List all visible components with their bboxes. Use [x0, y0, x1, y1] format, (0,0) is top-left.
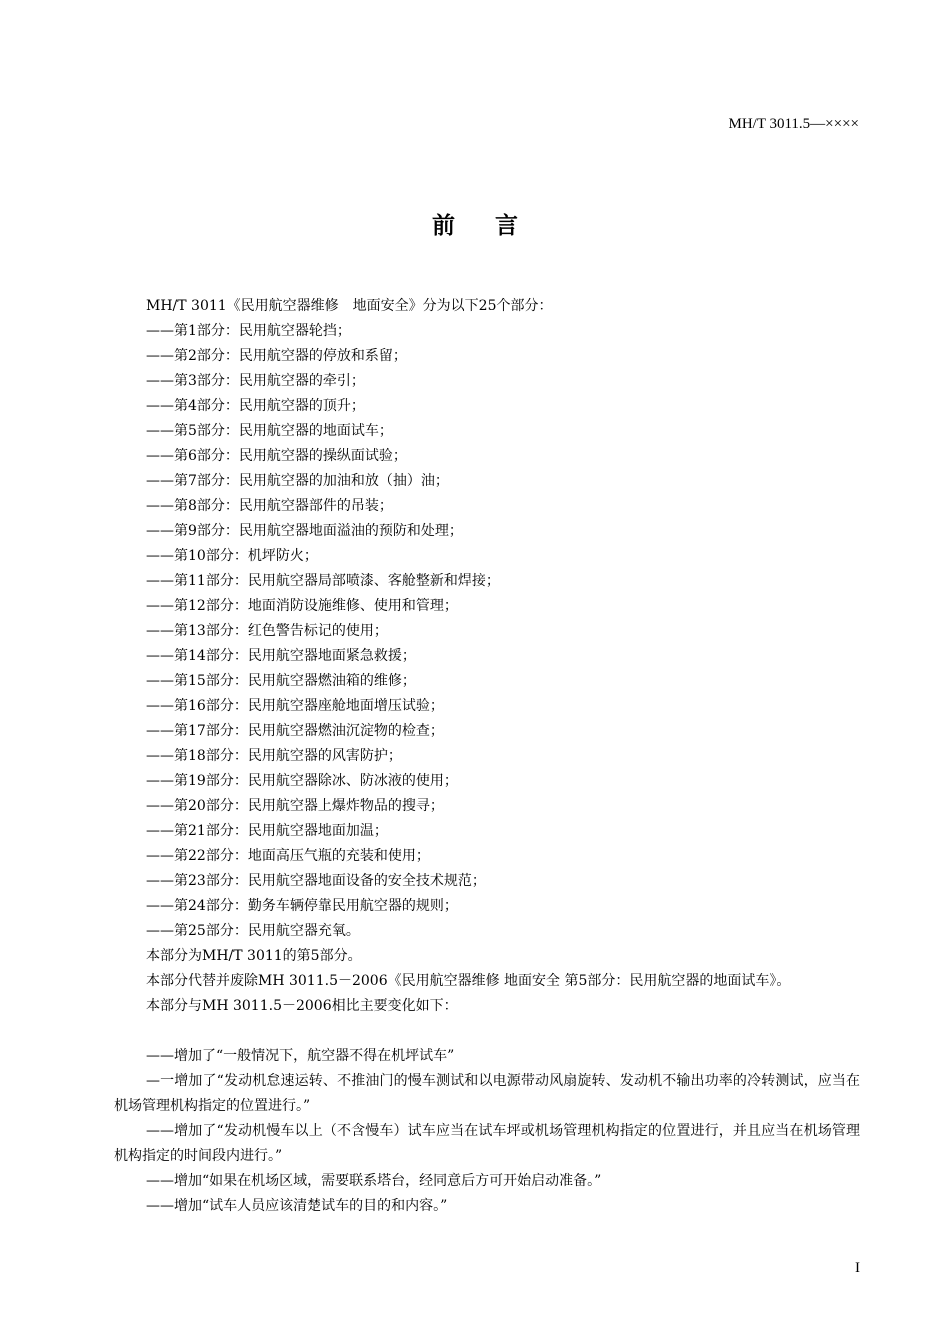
- change-item: ——增加了“一般情况下，航空器不得在机坪试车”: [146, 1048, 455, 1064]
- part-list-item: ——第12部分：地面消防设施维修、使用和管理；: [146, 598, 458, 614]
- blank-line: [114, 1019, 860, 1044]
- part-list-item: ——第17部分：民用航空器燃油沉淀物的检查；: [146, 723, 444, 739]
- part-list-item: ——第3部分：民用航空器的牵引；: [146, 373, 365, 389]
- part-list-item: ——第25部分：民用航空器充氧。: [146, 923, 360, 939]
- part-list-item: ——第2部分：民用航空器的停放和系留；: [146, 348, 407, 364]
- part-list-item: ——第7部分：民用航空器的加油和放（抽）油；: [146, 473, 449, 489]
- part-list-item: ——第13部分：红色警告标记的使用；: [146, 623, 388, 639]
- part-list-item: ——第18部分：民用航空器的风害防护；: [146, 748, 402, 764]
- change-item: —一增加了“发动机怠速运转、不推油门的慢车测试和以电源带动风扇旋转、发动机不输出功率的冷转测试，应当在机场管理机构指定的位置进行。”: [114, 1073, 860, 1114]
- part-list-item: ——第20部分：民用航空器上爆炸物品的搜寻；: [146, 798, 444, 814]
- part-list-item: ——第11部分：民用航空器局部喷漆、客舱整新和焊接；: [146, 573, 500, 589]
- part-list-item: ——第16部分：民用航空器座舱地面增压试验；: [146, 698, 444, 714]
- part-list-item: ——第14部分：民用航空器地面紧急救援；: [146, 648, 416, 664]
- part-statement: 本部分为MH/T 3011的第5部分。: [146, 948, 362, 964]
- part-list-item: ——第15部分：民用航空器燃油箱的维修；: [146, 673, 416, 689]
- page-title: 前言: [432, 213, 558, 239]
- replaces-paragraph: 本部分代替并废除MH 3011.5－2006《民用航空器维修 地面安全 第5部分：民用航空器的地面试车》。: [146, 973, 791, 989]
- changes-intro: 本部分与MH 3011.5－2006相比主要变化如下：: [146, 998, 458, 1014]
- change-item: ——增加“如果在机场区域，需要联系塔台，经同意后方可开始启动准备。”: [146, 1173, 602, 1189]
- part-list-item: ——第9部分：民用航空器地面溢油的预防和处理；: [146, 523, 463, 539]
- part-list-item: ——第1部分：民用航空器轮挡；: [146, 323, 351, 339]
- change-item: ——增加“试车人员应该清楚试车的目的和内容。”: [146, 1198, 448, 1214]
- part-list-item: ——第4部分：民用航空器的顶升；: [146, 398, 365, 414]
- part-list-item: ——第21部分：民用航空器地面加温；: [146, 823, 388, 839]
- part-list-item: ——第10部分：机坪防火；: [146, 548, 318, 564]
- document-body: [114, 294, 860, 1219]
- intro-paragraph: MH/T 3011《民用航空器维修 地面安全》分为以下25个部分：: [146, 298, 553, 314]
- part-list-item: ——第5部分：民用航空器的地面试车；: [146, 423, 393, 439]
- part-list-item: ——第23部分：民用航空器地面设备的安全技术规范；: [146, 873, 486, 889]
- part-list-item: ——第6部分：民用航空器的操纵面试验；: [146, 448, 407, 464]
- document-code: MH/T 3011.5—××××: [728, 116, 859, 132]
- part-list-item: ——第22部分：地面高压气瓶的充装和使用；: [146, 848, 430, 864]
- part-list-item: ——第24部分：勤务车辆停靠民用航空器的规则；: [146, 898, 458, 914]
- page-number: I: [855, 1260, 860, 1276]
- change-item: ——增加了“发动机慢车以上（不含慢车）试车应当在试车坪或机场管理机构指定的位置进行，并且应当在机场管理机构指定的时间段内进行。”: [114, 1123, 860, 1164]
- part-list-item: ——第8部分：民用航空器部件的吊装；: [146, 498, 393, 514]
- part-list-item: ——第19部分：民用航空器除冰、防冰液的使用；: [146, 773, 458, 789]
